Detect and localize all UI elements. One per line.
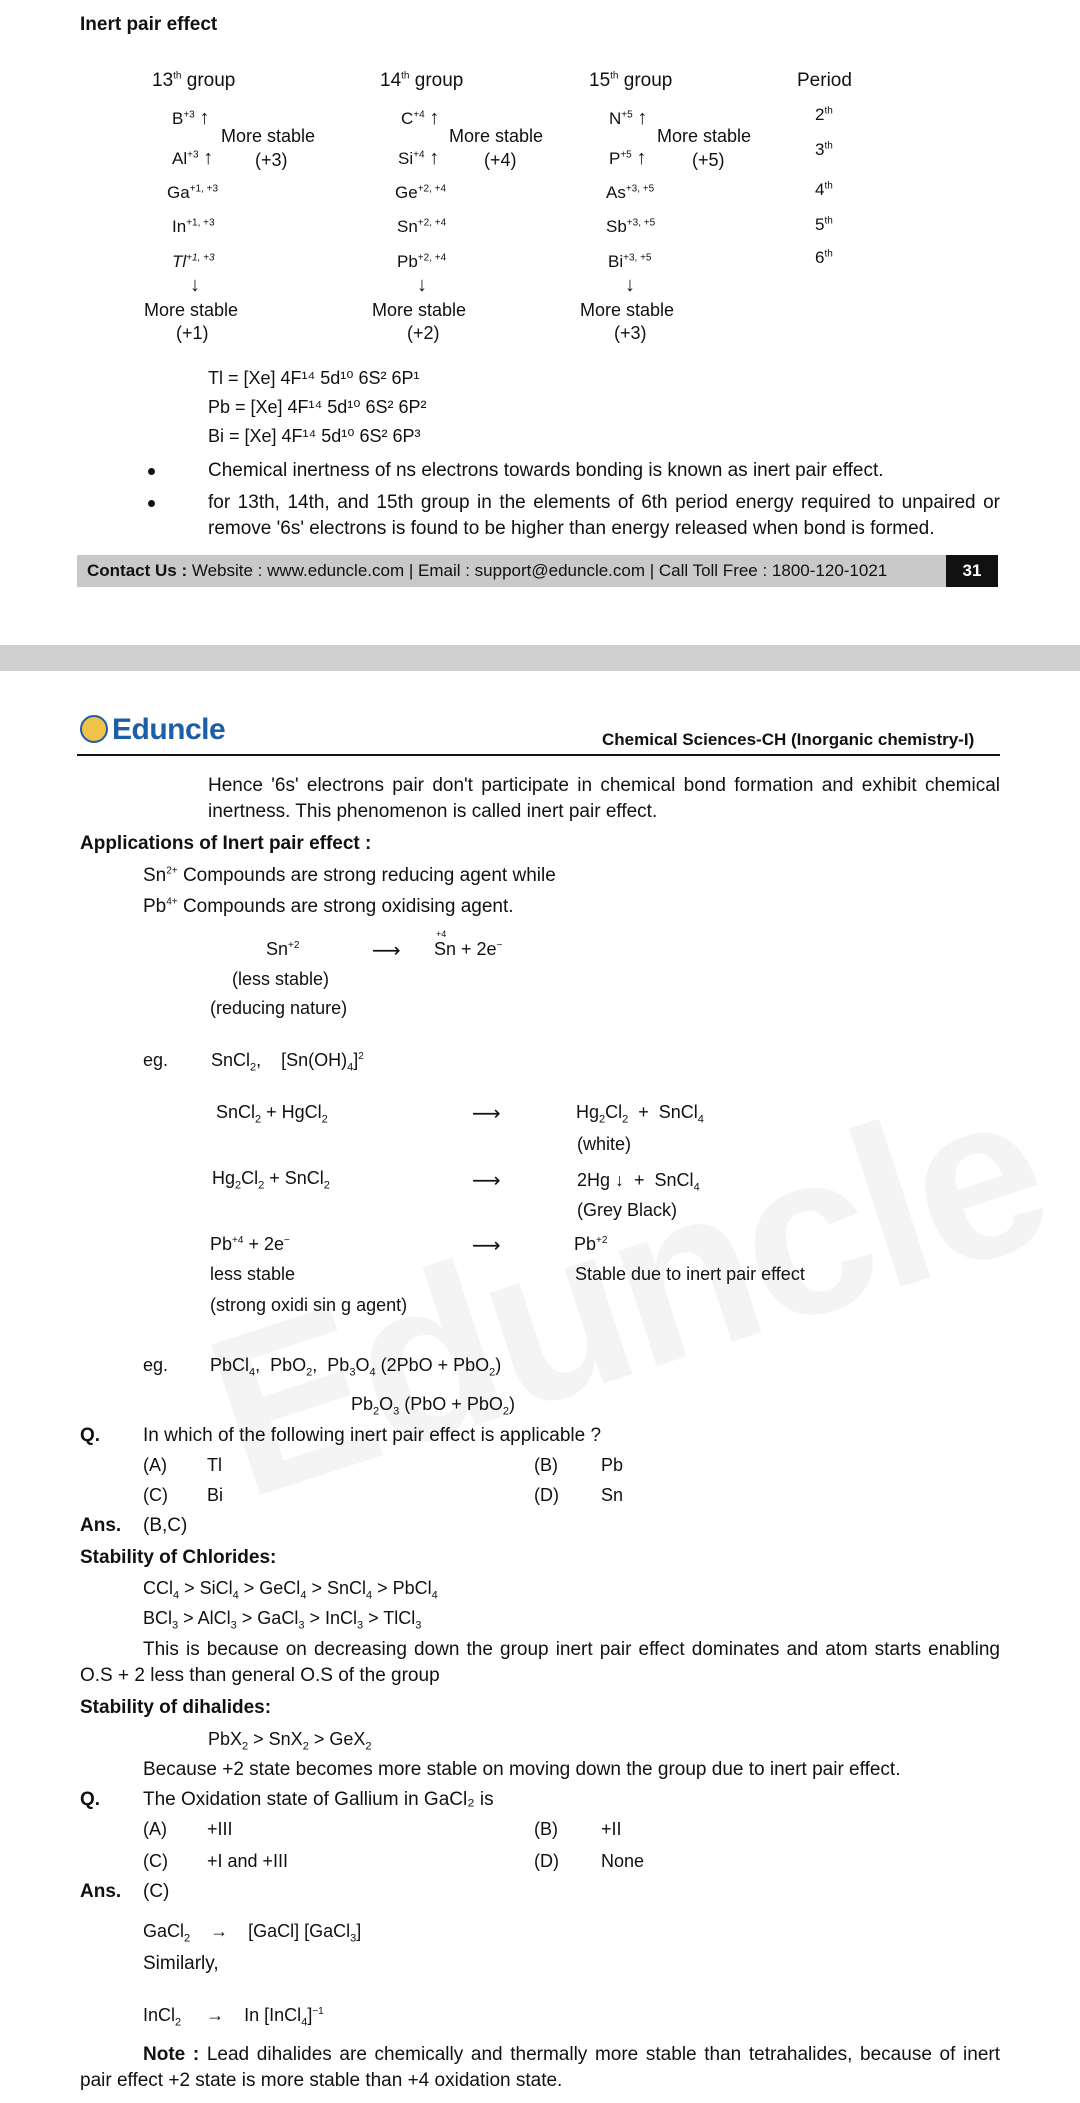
period-2: 2th [815,105,833,124]
similarly-label: Similarly, [143,1953,219,1974]
chlorides-order-13: BCl$_3$ > AlCl$_3$ > GaCl$_3$ > InCl$_3$ > TlCl$_3$ [143,1608,422,1632]
dihalides-heading: Stability of dihalides: [80,1697,272,1718]
contact-bar [77,555,947,587]
col13-more-stable: More stable [221,126,316,146]
right-arrow-icon: ⟶ [472,1235,501,1257]
question-label: Q. [80,1425,101,1446]
bullet-dot [148,500,155,507]
reaction3-lhs: $Pb^{+4} + 2e^-$ [210,1234,290,1254]
down-arrow-icon: ↓ [625,274,635,296]
pb-compounds-example: PbCl$_4$, PbO$_2$, $Pb_3O_4$ (2PbO + PbO$_2$) [210,1355,502,1379]
col14-title: 14th group [380,70,464,91]
bullet-6th-period: for 13th, 14th, and 15th group in the elements of 6th period energy required to unpaired or remove '6s' electrons is found to be higher than energy released when bond is formed. [208,492,1000,539]
period-3: 3th [815,140,833,159]
config-pb: Pb = [Xe] 4F¹⁴ 5d¹⁰ 6S² 6P² [208,397,427,417]
dihalides-order: PbX$_2$ > SnX$_2$ > GeX$_2$ [208,1729,372,1753]
page-31 [0,0,1080,645]
pb-compounds-line: $Pb^{4+}$ Compounds are strong oxidising agent. [143,896,514,917]
question-2: The Oxidation state of Gallium in GaCl₂ is [143,1789,494,1810]
reducing-nature-label: (reducing nature) [210,998,348,1018]
q2-option-a: (A) +III [143,1819,233,1839]
sn-oxidation-label: +4 [436,929,447,939]
strong-oxidising-label: (strong oxidi sin g agent) [210,1295,408,1315]
eg-label: eg. [143,1050,169,1070]
applications-heading: Applications of Inert pair effect : [80,833,372,854]
q2-option-d: (D) None [534,1851,645,1871]
col13-element-2: $Al^{+3}$ ↑ [172,147,214,169]
stable-inert-label: Stable due to inert pair effect [575,1264,805,1284]
contact-label: Contact Us : [87,561,188,580]
col15-title: 15th group [589,70,673,91]
col13-bottom: More stable [144,300,239,320]
chlorides-order-14: CCl$_4$ > SiCl$_4$ > GeCl$_4$ > SnCl$_4$ > PbCl$_4$ [143,1578,438,1602]
config-tl: Tl = [Xe] 4F¹⁴ 5d¹⁰ 6S² 6P¹ [208,368,420,388]
col13-more-stable-os: (+3) [255,150,288,170]
down-arrow-icon: ↓ [190,274,200,296]
gacl2-equation: GaCl$_2$ → [GaCl] [GaCl$_3$] [143,1921,362,1945]
page-header-title: Chemical Sciences-CH (Inorganic chemistry-I) [602,730,975,749]
grey-black-label: (Grey Black) [577,1200,678,1220]
right-arrow-icon: ⟶ [472,1103,501,1125]
q2-option-c: (C) +I and +III [143,1851,289,1871]
incl2-equation: InCl$_2$ → In [InCl$_4$]$^{-1}$ [143,2005,324,2029]
col14-bottom-os: (+2) [407,323,440,343]
col15-more-stable: More stable [657,126,752,146]
reaction1-lhs: SnCl$_2$ + HgCl$_2$ [216,1102,328,1126]
col14-more-stable: More stable [449,126,544,146]
right-arrow-icon: ⟶ [472,1170,501,1192]
eduncle-mascot-icon [80,715,108,743]
pb2o3-example: $Pb_2O_3$ (PbO + PbO$_2$) [351,1394,515,1418]
col15-element-3: $As^{+3, +5}$ [606,183,655,202]
reaction2-rhs: 2Hg ↓ + SnCl$_4$ [577,1170,700,1194]
col15-element-4: $Sb^{+3, +5}$ [606,217,656,236]
reaction2-lhs: $Hg_2Cl_2$ + SnCl$_2$ [212,1168,330,1192]
question-1: In which of the following inert pair effect is applicable ? [143,1425,602,1446]
col14-element-2: $Si^{+4}$ ↑ [398,147,440,169]
col14-element-3: $Ge^{+2, +4}$ [395,183,447,202]
col15-bottom-os: (+3) [614,323,647,343]
answer-label-2: Ans. [80,1881,122,1902]
col14-bottom: More stable [372,300,467,320]
col13-element-5: $Tl^{+1, +3}$ [172,252,215,271]
contact-details: Website : www.eduncle.com | Email : support@eduncle.com | Call Toll Free : 1800-120-1021 [187,561,888,580]
section-heading-inert-pair: Inert pair effect [80,14,218,35]
col13-bottom-os: (+1) [176,323,209,343]
config-bi: Bi = [Xe] 4F¹⁴ 5d¹⁰ 6S² 6P³ [208,426,421,446]
header-divider [77,754,1000,756]
dihalides-explanation: Because +2 state becomes more stable on moving down the group due to inert pair effect. [143,1759,901,1780]
white-label: (white) [577,1134,632,1154]
note-paragraph: Note : Lead dihalides are chemically and thermally more stable than tetrahalides, because of inert pair effect +2 state is more stable than +4 oxidation state. [80,2044,1000,2091]
q1-option-b: (B) Pb [534,1455,624,1475]
q1-option-d: (D) Sn [534,1485,624,1505]
sncl2-example: SnCl$_2$, $[Sn(OH)_4]^2$ [211,1050,364,1074]
sn4-reaction-rhs: Sn + 2e− [434,939,503,959]
q2-option-b: (B) +II [534,1819,622,1839]
q1-option-c: (C) Bi [143,1485,224,1505]
col13-element-4: $In^{+1, +3}$ [172,217,215,236]
col15-bottom: More stable [580,300,675,320]
bullet-inertness: Chemical inertness of ns electrons towards bonding is known as inert pair effect. [208,460,884,481]
col14-element-4: $Sn^{+2, +4}$ [397,217,447,236]
col13-element-1: $B^{+3}$ ↑ [172,107,210,129]
col15-element-2: $P^{+5}$ ↑ [609,147,647,169]
period-4: 4th [815,180,833,199]
right-arrow-icon: ⟶ [372,940,401,962]
reaction3-rhs: $Pb^{+2}$ [574,1234,608,1254]
col15-more-stable-os: (+5) [692,150,725,170]
eduncle-logo: Eduncle [80,713,225,747]
sn-compounds-line: $Sn^{2+}$ Compounds are strong reducing agent while [143,865,556,886]
col13-title: 13th group [152,70,236,91]
period-5: 5th [815,215,833,234]
chlorides-heading: Stability of Chlorides: [80,1547,277,1568]
less-stable-label-2: less stable [210,1264,296,1284]
col14-more-stable-os: (+4) [484,150,517,170]
col13-element-3: $Ga^{+1, +3}$ [167,183,219,202]
reaction1-rhs: $Hg_2Cl_2$ + SnCl$_4$ [576,1102,704,1126]
q1-option-a: (A) Tl [143,1455,222,1475]
col15-element-5: $Bi^{+3, +5}$ [608,252,652,271]
period-title: Period [797,70,852,91]
col14-element-1: $C^{+4}$ ↑ [401,107,440,129]
sn2-reaction-lhs: $Sn^{+2}$ [266,939,300,959]
answer-2: (C) [143,1881,170,1902]
answer-1: (B,C) [143,1515,188,1536]
page-number: 31 [946,555,998,587]
less-stable-label: (less stable) [232,969,330,989]
col15-element-1: $N^{+5}$ ↑ [609,107,648,129]
page-separator [0,645,1080,671]
bullet-dot [148,468,155,475]
question-label-2: Q. [80,1789,101,1810]
answer-label: Ans. [80,1515,122,1536]
period-6: 6th [815,248,833,267]
intro-paragraph: Hence '6s' electrons pair don't participate in chemical bond formation and exhibit chemical inertness. This phenomenon is called inert pair effect. [208,775,1000,822]
eg-label-2: eg. [143,1355,169,1375]
col14-element-5: $Pb^{+2, +4}$ [397,252,447,271]
down-arrow-icon: ↓ [417,274,427,296]
chlorides-explanation: This is because on decreasing down the group inert pair effect dominates and atom starts enabling O.S + 2 less than general O.S of the group [80,1639,1000,1686]
